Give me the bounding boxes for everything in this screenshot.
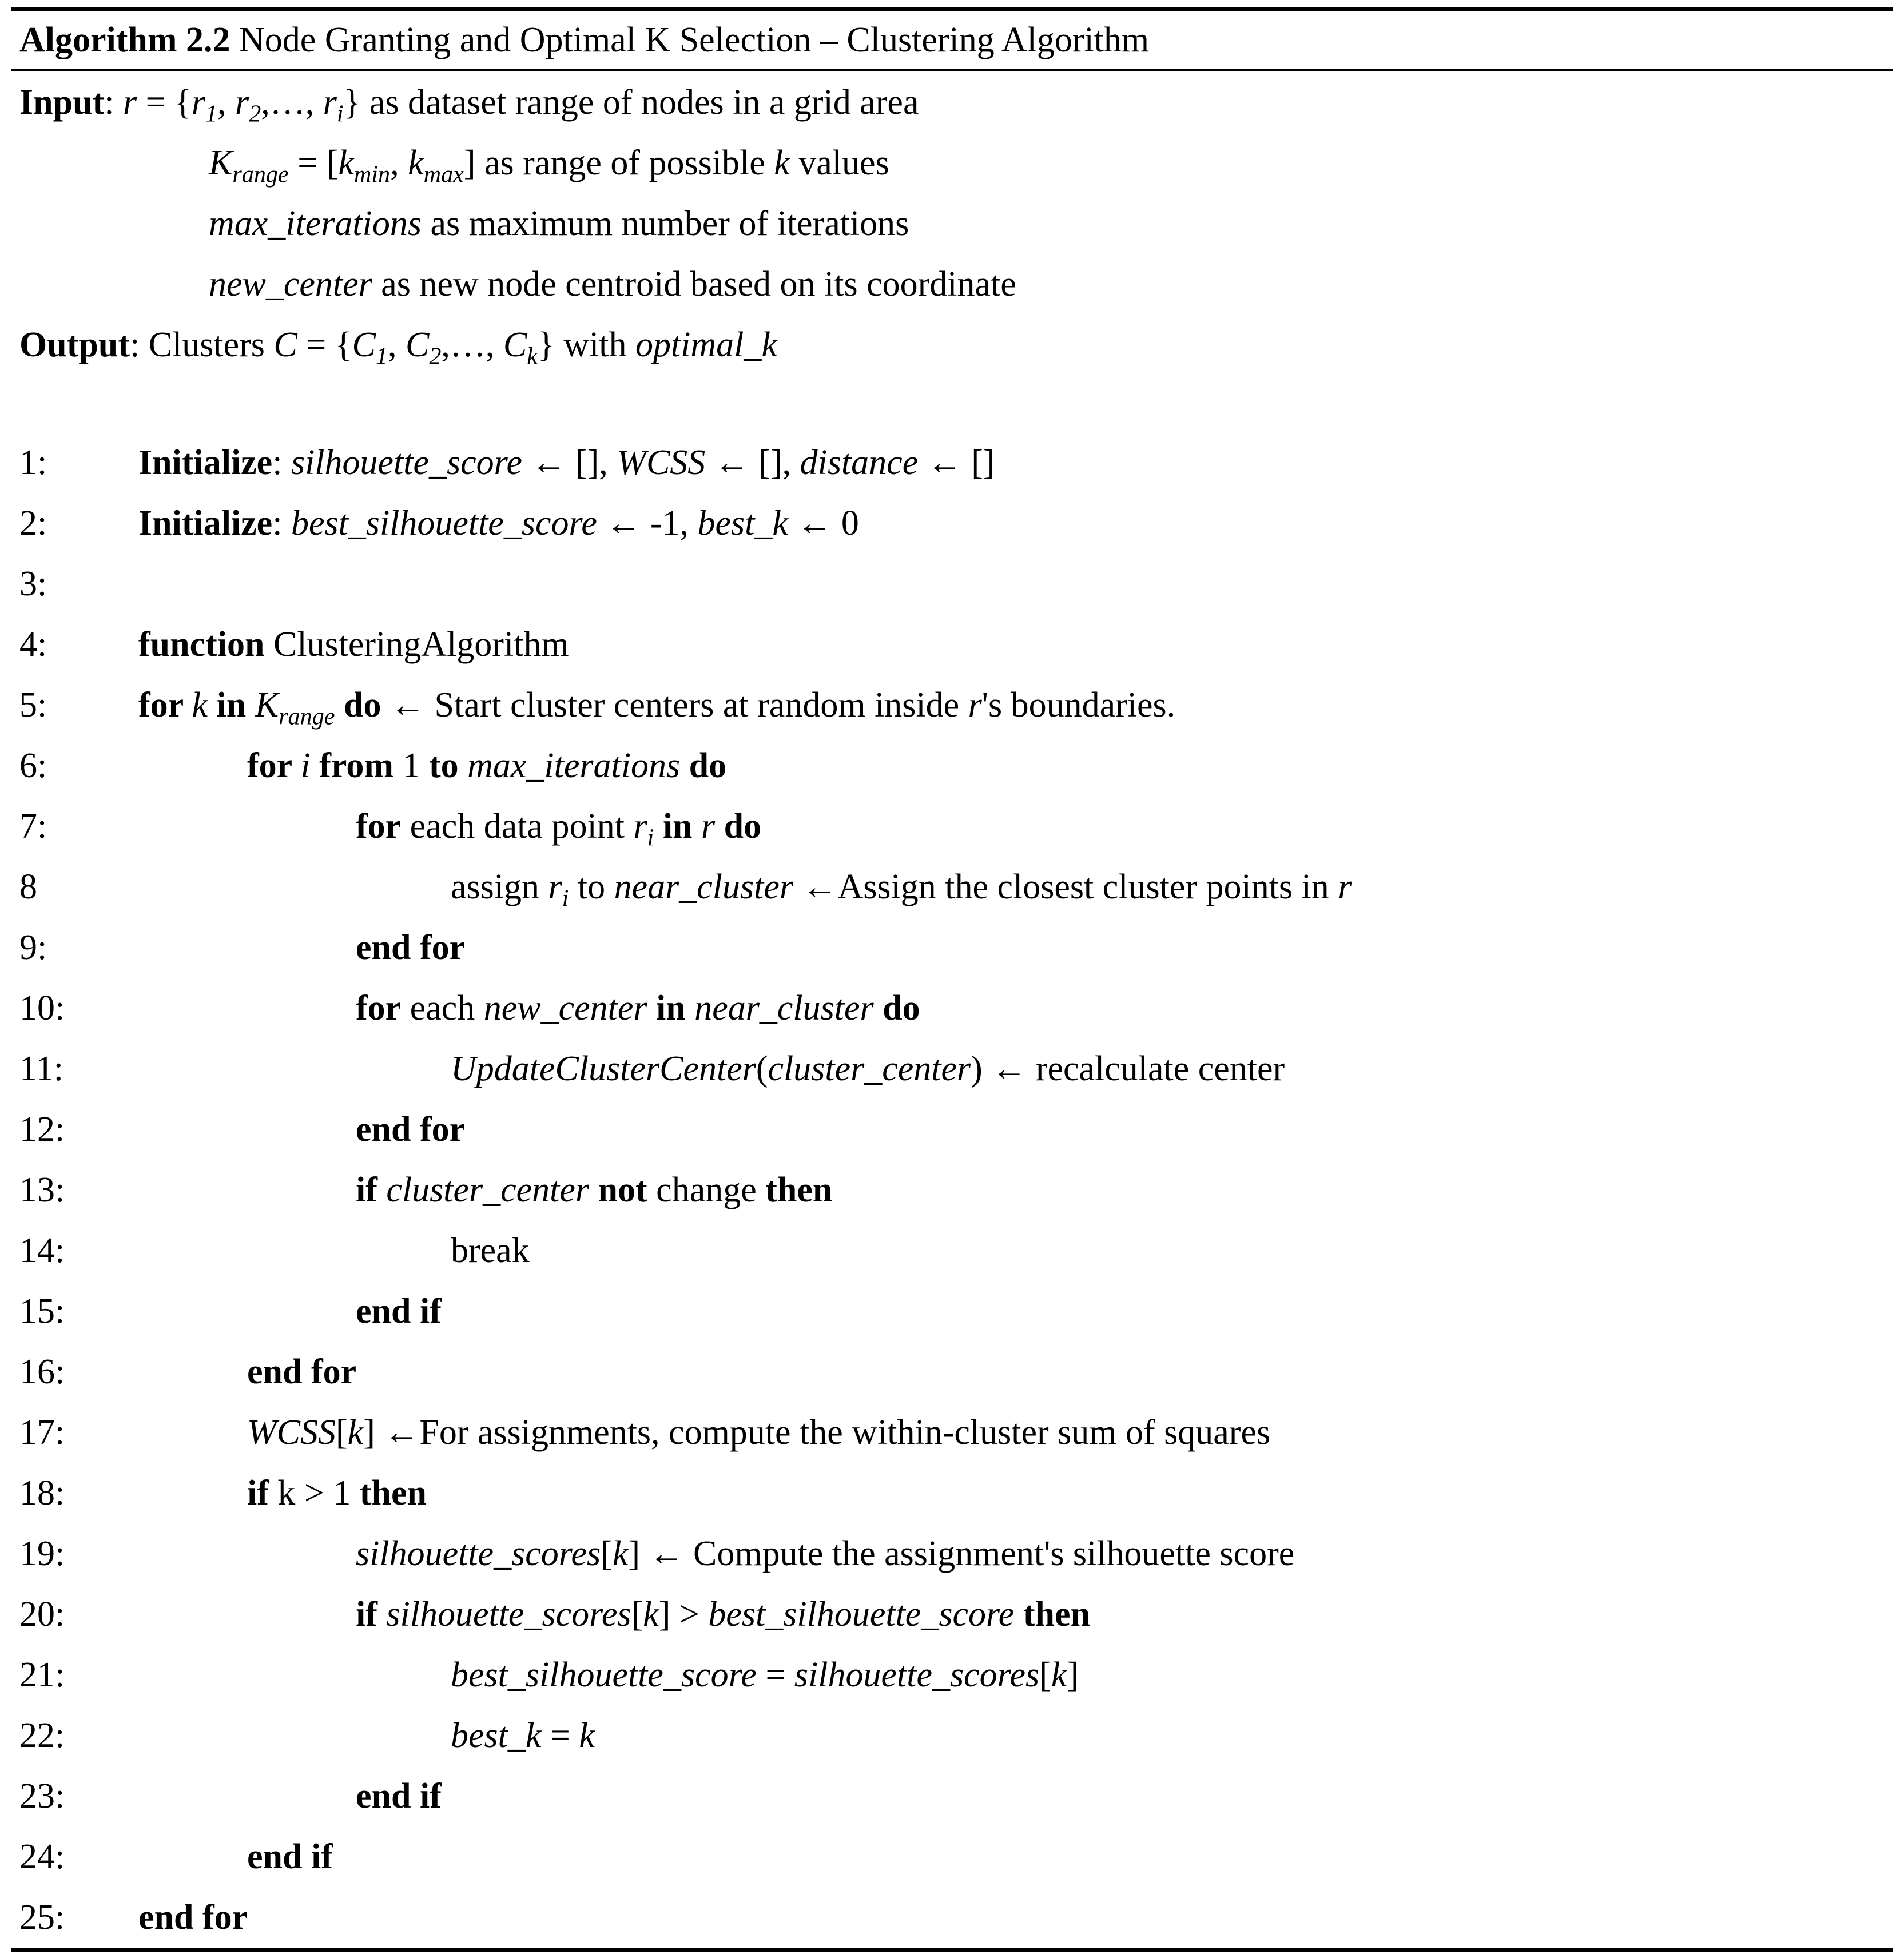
line-number: 13:	[19, 1171, 65, 1209]
line-number: 1:	[19, 443, 47, 482]
text-segment: ClusteringAlgorithm	[264, 625, 569, 664]
text-segment: k	[527, 343, 538, 370]
text-segment: if	[356, 1595, 387, 1634]
line-number: 23:	[19, 1777, 65, 1816]
line-content	[114, 1099, 1893, 1160]
text-segment: ← [],	[522, 443, 617, 482]
blank-gap	[11, 375, 1893, 432]
text-segment: silhouette_scores	[794, 1655, 1040, 1694]
text-segment	[1014, 1595, 1023, 1634]
text-segment: C	[352, 325, 376, 364]
line-number: 19:	[19, 1534, 65, 1573]
code-line	[11, 1766, 1893, 1826]
code-line	[11, 1281, 1893, 1342]
text-segment: ] as range of possible	[463, 144, 774, 182]
text-segment: for	[356, 807, 402, 846]
text-segment: optimal_k	[635, 325, 777, 364]
text-segment: do	[724, 807, 762, 846]
text-segment: new_center	[483, 989, 647, 1028]
line-number: 25:	[19, 1898, 65, 1937]
text-segment: ,…,	[441, 325, 503, 364]
text-segment: = {	[137, 83, 192, 122]
line-number: 9:	[19, 928, 47, 967]
text-segment: ← recalculate center	[982, 1049, 1285, 1088]
line-content	[114, 857, 1893, 917]
text-segment: do	[344, 686, 381, 725]
text-segment: as new node centroid based on its coordinate	[372, 265, 1016, 304]
line-number: 12:	[19, 1110, 65, 1149]
line-number: 24:	[19, 1837, 65, 1876]
text-segment: } with	[537, 325, 635, 364]
text-segment: values	[789, 144, 889, 182]
line-content	[114, 917, 1893, 978]
text-segment: distance	[800, 443, 919, 482]
text-segment: as maximum number of iterations	[421, 204, 909, 243]
text-segment: best_k	[697, 504, 788, 543]
code-line	[11, 1887, 1893, 1948]
line-content	[114, 1038, 1893, 1099]
line-number: 21:	[19, 1655, 65, 1694]
text-segment: 1	[402, 746, 429, 785]
line-number: 18:	[19, 1474, 65, 1513]
text-segment: [	[1039, 1655, 1051, 1694]
io-line	[11, 254, 1893, 315]
line-content	[114, 1402, 1893, 1463]
code-line	[11, 1402, 1893, 1463]
text-segment: if	[356, 1171, 387, 1209]
text-segment: UpdateClusterCenter	[451, 1049, 756, 1088]
text-segment: ] ← Compute the assignment's silhouette score	[628, 1534, 1295, 1573]
text-segment: 's boundaries.	[981, 686, 1176, 725]
text-segment: K	[255, 686, 279, 725]
text-segment: in	[662, 807, 702, 846]
text-segment: ]	[1067, 1655, 1079, 1694]
text-segment: near_cluster	[614, 867, 793, 906]
text-segment: ,	[390, 144, 408, 182]
text-segment: 1	[205, 100, 218, 128]
code-line	[11, 554, 1893, 614]
line-content	[114, 978, 1893, 1038]
code-line	[11, 1220, 1893, 1281]
text-segment: [	[601, 1534, 613, 1573]
text-segment: r	[235, 83, 249, 122]
code-line	[11, 432, 1893, 493]
code-line	[11, 796, 1893, 857]
text-segment: for	[247, 746, 301, 785]
text-segment: then	[359, 1474, 427, 1513]
text-segment: silhouette_score	[291, 443, 522, 482]
text-segment: silhouette_scores	[356, 1534, 601, 1573]
text-segment: } as dataset range of nodes in a grid area	[343, 83, 919, 122]
text-segment: end if	[247, 1837, 333, 1876]
text-segment: =	[756, 1655, 794, 1694]
io-line	[11, 72, 1893, 133]
text-segment: WCSS	[617, 443, 706, 482]
text-segment: WCSS	[247, 1413, 336, 1452]
text-segment: k	[774, 144, 790, 182]
text-segment: not	[598, 1171, 647, 1209]
io-block	[11, 71, 1893, 375]
text-segment: silhouette_scores	[386, 1595, 631, 1634]
text-segment	[589, 1171, 598, 1209]
text-segment: 2	[249, 100, 261, 128]
text-segment: ] ←For assignments, compute the within-cluster sum of squares	[363, 1413, 1271, 1452]
io-line	[11, 193, 1893, 254]
text-segment: C	[273, 325, 297, 364]
io-line	[11, 315, 1893, 375]
code-line	[11, 1705, 1893, 1766]
code-line	[11, 675, 1893, 735]
text-segment: =	[541, 1716, 579, 1755]
text-segment: k	[408, 144, 424, 182]
line-content	[114, 735, 1893, 796]
text-segment: :	[272, 504, 291, 543]
text-segment: cluster_center	[768, 1049, 971, 1088]
text-segment: C	[405, 325, 430, 364]
text-segment: k	[192, 686, 208, 725]
text-segment: then	[1023, 1595, 1090, 1634]
line-number: 8	[19, 867, 37, 906]
text-segment: ← Start cluster centers at random inside	[381, 686, 968, 725]
text-segment: (	[756, 1049, 768, 1088]
line-content	[114, 1584, 1893, 1645]
text-segment: function	[138, 625, 265, 664]
line-number: 10:	[19, 989, 65, 1028]
text-segment: :	[104, 83, 123, 122]
code-line	[11, 1826, 1893, 1887]
code-line	[11, 1099, 1893, 1160]
line-number: 2:	[19, 504, 47, 543]
text-segment: r	[701, 807, 716, 846]
text-segment: max_iterations	[209, 204, 422, 243]
line-number: 15:	[19, 1292, 65, 1331]
text-segment: r	[191, 83, 205, 122]
line-content	[114, 1220, 1893, 1281]
text-segment: k	[643, 1595, 659, 1634]
code-line	[11, 1523, 1893, 1584]
text-segment: each	[401, 989, 484, 1028]
line-content	[114, 796, 1893, 857]
line-content	[114, 1826, 1893, 1887]
text-segment: [	[631, 1595, 643, 1634]
text-segment: ← -1,	[597, 504, 698, 543]
code-line	[11, 1584, 1893, 1645]
text-segment: k > 1	[277, 1474, 360, 1513]
text-segment: C	[503, 325, 527, 364]
text-segment: i	[300, 746, 311, 785]
text-segment: range	[232, 161, 289, 188]
text-segment: Algorithm 2.2	[19, 21, 230, 59]
text-segment: k	[579, 1716, 595, 1755]
line-content	[114, 1645, 1893, 1705]
text-segment: max	[423, 161, 464, 188]
text-segment: then	[765, 1171, 833, 1209]
line-number: 6:	[19, 746, 47, 785]
text-segment: ,	[387, 325, 406, 364]
text-segment: end for	[138, 1898, 248, 1937]
text-segment: k	[347, 1413, 364, 1452]
code-line	[11, 1645, 1893, 1705]
text-segment: i	[336, 100, 344, 128]
text-segment: ] >	[658, 1595, 709, 1634]
text-segment: ← [],	[705, 443, 800, 482]
line-content	[114, 1463, 1893, 1523]
text-segment: = [	[288, 144, 339, 182]
text-segment: Initialize	[138, 504, 273, 543]
text-segment	[335, 686, 344, 725]
text-segment: r	[323, 83, 337, 122]
algorithm-title	[11, 11, 1893, 69]
pseudocode-body	[11, 432, 1893, 1948]
text-segment: i	[647, 824, 654, 851]
text-segment: end for	[356, 928, 466, 967]
text-segment	[874, 989, 883, 1028]
text-segment: ←Assign the closest cluster points in	[793, 867, 1338, 906]
code-line	[11, 1160, 1893, 1220]
text-segment: ← 0	[788, 504, 859, 543]
line-content	[114, 1281, 1893, 1342]
text-segment: r	[1338, 867, 1352, 906]
text-segment: ,	[217, 83, 236, 122]
text-segment: ← []	[918, 443, 995, 482]
text-segment: min	[353, 161, 391, 188]
line-content	[114, 1523, 1893, 1584]
text-segment: end if	[356, 1292, 442, 1331]
text-segment: best_k	[451, 1716, 542, 1755]
text-segment: range	[279, 703, 335, 730]
text-segment: k	[612, 1534, 629, 1573]
text-segment: max_iterations	[467, 746, 681, 785]
text-segment: r	[548, 867, 562, 906]
text-segment: )	[971, 1049, 983, 1088]
text-segment: to	[569, 867, 614, 906]
code-line	[11, 1342, 1893, 1402]
text-segment: 1	[375, 343, 388, 370]
code-line	[11, 857, 1893, 917]
text-segment: end for	[356, 1110, 466, 1149]
line-content	[114, 432, 1893, 493]
text-segment: for	[356, 989, 402, 1028]
text-segment: r	[633, 807, 647, 846]
text-segment: from	[310, 746, 403, 785]
text-segment: new_center	[209, 265, 372, 304]
text-segment: do	[689, 746, 727, 785]
line-content	[114, 554, 1893, 614]
text-segment: break	[451, 1231, 530, 1270]
code-line	[11, 917, 1893, 978]
line-number: 7:	[19, 807, 47, 846]
code-line	[11, 1038, 1893, 1099]
text-segment: : Clusters	[129, 325, 274, 364]
line-number: 20:	[19, 1595, 65, 1634]
text-segment: :	[272, 443, 291, 482]
text-segment: end if	[356, 1777, 442, 1816]
text-segment: change	[647, 1171, 766, 1209]
text-segment: i	[562, 885, 569, 912]
text-segment: best_silhouette_score	[708, 1595, 1015, 1634]
line-number: 4:	[19, 625, 47, 664]
code-line	[11, 614, 1893, 675]
top-rule	[11, 7, 1893, 11]
text-segment: near_cluster	[694, 989, 874, 1028]
text-segment: in	[656, 989, 695, 1028]
text-segment: 2	[429, 343, 442, 370]
line-number: 14:	[19, 1231, 65, 1270]
text-segment: best_silhouette_score	[451, 1655, 757, 1694]
text-segment: ,…,	[261, 83, 323, 122]
text-segment	[715, 807, 724, 846]
text-segment: K	[209, 144, 233, 182]
line-content	[114, 1342, 1893, 1402]
text-segment: k	[1051, 1655, 1067, 1694]
text-segment: if	[247, 1474, 278, 1513]
line-number: 17:	[19, 1413, 65, 1452]
line-number: 5:	[19, 686, 47, 725]
text-segment: assign	[451, 867, 548, 906]
text-segment: Node Granting and Optimal K Selection – Clustering Algorithm	[230, 21, 1150, 59]
line-content	[114, 614, 1893, 675]
text-segment: end for	[247, 1352, 357, 1391]
code-line	[11, 493, 1893, 554]
text-segment: Initialize	[138, 443, 273, 482]
line-content	[114, 1887, 1893, 1948]
text-segment: Input	[19, 83, 105, 122]
text-segment: r	[968, 686, 982, 725]
line-content	[114, 1705, 1893, 1766]
code-line	[11, 978, 1893, 1038]
text-segment: do	[883, 989, 920, 1028]
text-segment: for	[138, 686, 192, 725]
text-segment: r	[122, 83, 137, 122]
text-segment: Output	[19, 325, 130, 364]
text-segment: to	[428, 746, 468, 785]
line-number: 16:	[19, 1352, 65, 1391]
code-line	[11, 1463, 1893, 1523]
line-content	[114, 675, 1893, 735]
text-segment	[680, 746, 689, 785]
bottom-rule	[11, 1948, 1893, 1952]
line-content	[114, 1160, 1893, 1220]
text-segment: cluster_center	[386, 1171, 590, 1209]
line-content	[114, 493, 1893, 554]
io-line	[11, 133, 1893, 193]
text-segment: k	[338, 144, 354, 182]
text-segment: each data point	[401, 807, 634, 846]
line-number: 3:	[19, 564, 47, 603]
line-number: 22:	[19, 1716, 65, 1755]
line-number: 11:	[19, 1049, 63, 1088]
text-segment	[647, 989, 657, 1028]
text-segment: = {	[297, 325, 352, 364]
code-line	[11, 735, 1893, 796]
text-segment: [	[336, 1413, 348, 1452]
text-segment: best_silhouette_score	[291, 504, 597, 543]
text-segment: in	[208, 686, 255, 725]
line-content	[114, 1766, 1893, 1826]
text-segment	[654, 807, 663, 846]
